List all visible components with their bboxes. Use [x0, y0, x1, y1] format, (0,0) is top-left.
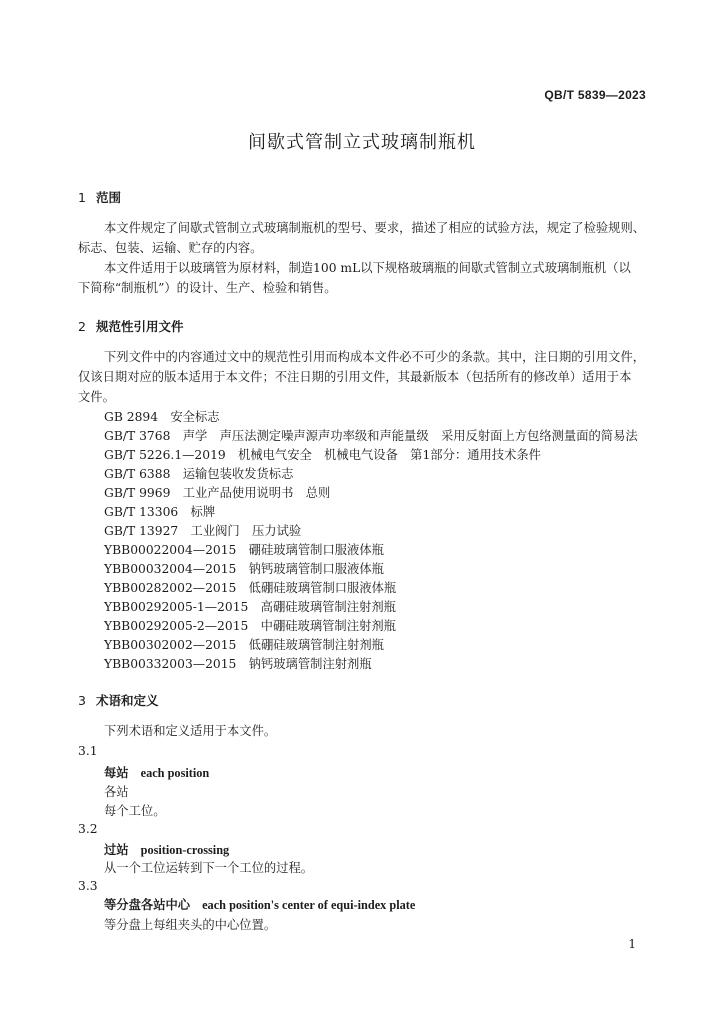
- reference-item: GB/T 5226.1—2019 机械电气安全 机械电气设备 第1部分：通用技术条件: [104, 448, 541, 462]
- term-heading: [104, 895, 415, 913]
- term-en: each position's center of equi-index plate: [202, 898, 416, 912]
- section-2-heading: [78, 317, 184, 335]
- reference-item: YBB00292005-2—2015 中硼硅玻璃管制注射剂瓶: [104, 619, 396, 633]
- term-heading: [104, 763, 209, 781]
- section-3-title: 术语和定义: [96, 693, 159, 708]
- term-definition: 从一个工位运转到下一个工位的过程。: [104, 861, 314, 875]
- reference-item: YBB00282002—2015 低硼硅玻璃管制口服液体瓶: [104, 581, 397, 595]
- reference-item: YBB00332003—2015 钠钙玻璃管制注射剂瓶: [104, 657, 372, 671]
- reference-item: GB/T 3768 声学 声压法测定噪声源声功率级和声能量级 采用反射面上方包络测量面的简易法: [104, 429, 638, 443]
- reference-item: YBB00032004—2015 钠钙玻璃管制口服液体瓶: [104, 562, 384, 576]
- reference-item: GB/T 13306 标牌: [104, 505, 216, 519]
- section-1-heading: [78, 188, 121, 206]
- reference-item: YBB00022004—2015 硼硅玻璃管制口服液体瓶: [104, 543, 384, 557]
- reference-item: GB/T 13927 工业阀门 压力试验: [104, 524, 302, 538]
- term-number: 3.1: [78, 744, 98, 758]
- reference-item: GB/T 9969 工业产品使用说明书 总则: [104, 486, 331, 500]
- section-3-number: 3: [78, 693, 86, 708]
- scope-para2-line1: 本文件适用于以玻璃管为原材料，制造100 mL以下规格玻璃瓶的间歇式管制立式玻璃制瓶机（以: [104, 261, 631, 275]
- references-intro-line2: 仅该日期对应的版本适用于本文件；不注日期的引用文件，其最新版本（包括所有的修改单）适用于本: [78, 370, 632, 384]
- term-en: position-crossing: [140, 843, 230, 857]
- scope-para1-line2: 标志、包装、运输、贮存的内容。: [78, 241, 263, 255]
- term-heading: [104, 840, 229, 858]
- section-1-number: 1: [78, 190, 86, 205]
- term-definition: 等分盘上每组夹头的中心位置。: [104, 918, 277, 932]
- page-number: 1: [628, 937, 636, 951]
- scope-para2-line2: 下简称“制瓶机”）的设计、生产、检验和销售。: [78, 281, 337, 295]
- term-admitted: 各站: [104, 785, 129, 799]
- section-2-title: 规范性引用文件: [96, 319, 184, 334]
- reference-item: GB 2894 安全标志: [104, 410, 220, 424]
- terms-intro: 下列术语和定义适用于本文件。: [104, 724, 277, 738]
- term-definition: 每个工位。: [104, 804, 166, 818]
- standard-code: QB/T 5839—2023: [544, 88, 646, 102]
- reference-item: YBB00292005-1—2015 高硼硅玻璃管制注射剂瓶: [104, 600, 396, 614]
- term-zh: 每站: [104, 765, 129, 780]
- references-intro-line3: 文件。: [78, 390, 115, 404]
- references-intro-line1: 下列文件中的内容通过文中的规范性引用而构成本文件必不可少的条款。其中，注日期的引用文件，: [104, 350, 646, 364]
- term-en: each position: [140, 766, 210, 780]
- scope-para1-line1: 本文件规定了间歇式管制立式玻璃制瓶机的型号、要求，描述了相应的试验方法，规定了检验规则、: [104, 221, 646, 235]
- document-title: 间歇式管制立式玻璃制瓶机: [248, 132, 476, 153]
- term-number: 3.2: [78, 822, 98, 836]
- reference-item: YBB00302002—2015 低硼硅玻璃管制注射剂瓶: [104, 638, 384, 652]
- reference-item: GB/T 6388 运输包装收发货标志: [104, 467, 294, 481]
- term-zh: 等分盘各站中心: [104, 897, 191, 912]
- term-zh: 过站: [104, 842, 129, 857]
- term-number: 3.3: [78, 879, 98, 893]
- section-3-heading: [78, 691, 159, 709]
- section-1-title: 范围: [96, 190, 122, 205]
- section-2-number: 2: [78, 319, 86, 334]
